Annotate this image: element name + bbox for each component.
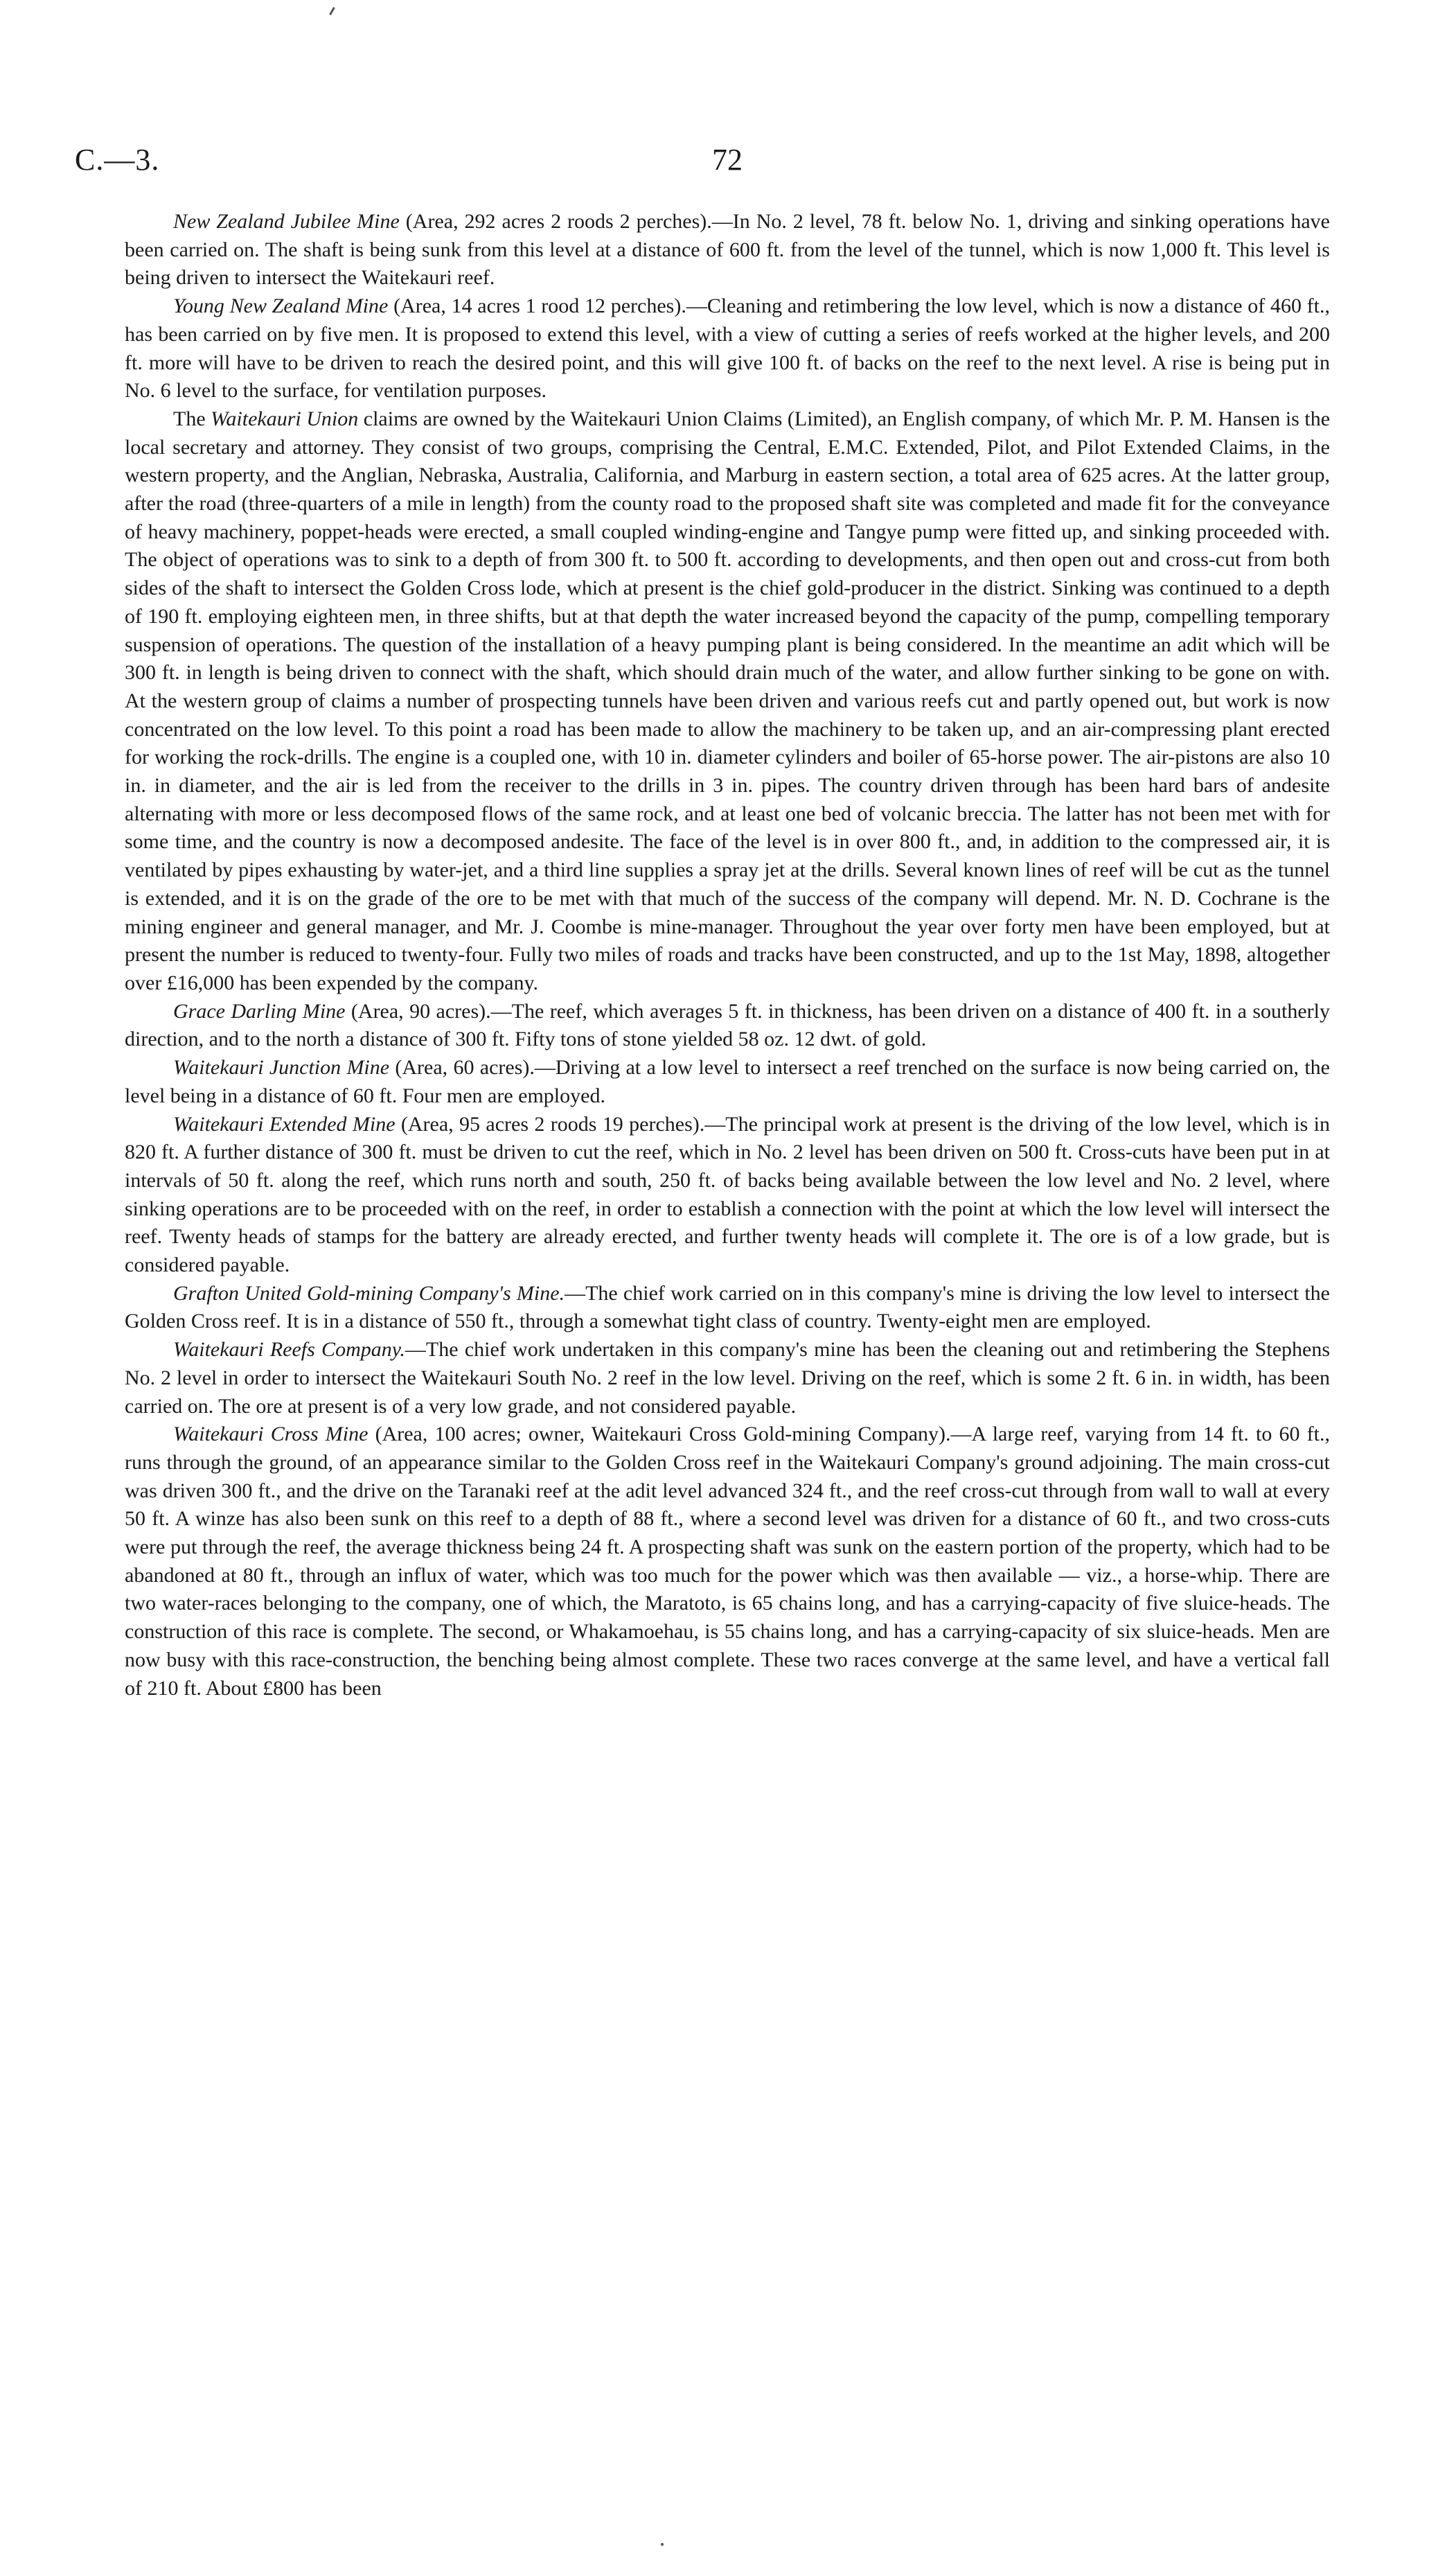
paragraph-text: (Area, 60 acres).—Driving at a low level to intersect a reef trenched on the surface is now being carried on, the level being in a distance of 60 ft. Four men are employed. (125, 1056, 1330, 1107)
mine-name: Waitekauri Reefs Company. (173, 1338, 405, 1362)
mine-name: New Zealand Jubilee Mine (173, 210, 400, 233)
paragraph-text: —The chief work carried on in this company's mine is driving the low level to intersect the Golden Cross reef. It is in a distance of 550 ft., through a somewhat tight class of country. Twenty-eight men are employed. (125, 1281, 1330, 1333)
body-text (125, 208, 1330, 1702)
mine-name: Waitekauri Junction Mine (173, 1056, 390, 1080)
mine-name: Waitekauri Union (211, 407, 359, 430)
mine-name: Waitekauri Extended Mine (173, 1112, 396, 1136)
paragraph-waitekauri-extended (125, 1111, 1330, 1280)
page-header (75, 142, 1322, 184)
paragraph-text: (Area, 100 acres; owner, Waitekauri Cross Gold-mining Company).—A large reef, varying from 14 ft. to 60 ft., runs through the ground, of an appearance similar to the Golden Cross reef in the Waitekauri Company's ground adjoining. The main cross-cut was driven 300 ft., and the drive on the Taranaki reef at the adit level advanced 324 ft., and the reef cross-cut through from wall to wall at every 50 ft. A winze has also been sunk on this reef to a depth of 88 ft., where a second level was driven for a distance of 60 ft., and two cross-cuts were put through the reef, the average thickness being 24 ft. A prospecting shaft was sunk on the eastern portion of the property, which had to be abandoned at 80 ft., through an influx of water, which was too much for the power which was then available — viz., a horse-whip. There are two water-races belonging to the company, one of which, the Maratoto, is 65 chains long, and has a carrying-capacity of five sluice-heads. The construction of this race is complete. The second, or Whakamoehau, is 55 chains long, and has a carrying-capacity of six sluice-heads. Men are now busy with this race-construction, the benching being almost complete. These two races converge at the same level, and have a vertical fall of 210 ft. About £800 has been (125, 1423, 1330, 1700)
paragraph-waitekauri-cross (125, 1420, 1330, 1702)
mine-name: Waitekauri Cross Mine (173, 1423, 369, 1446)
paragraph-waitekauri-union (125, 405, 1330, 998)
scan-mark-bottom (661, 2543, 664, 2546)
paragraph-text: (Area, 292 acres 2 roods 2 perches).—In No. 2 level, 78 ft. below No. 1, driving and sinking operations have been carried on. The shaft is being sunk from this level at a distance of 600 ft. from the level of the tunnel, which is now 1,000 ft. This level is being driven to intersect the Waitekauri reef. (125, 210, 1330, 290)
paragraph-waitekauri-reefs (125, 1336, 1330, 1420)
document-code: C.—3. (75, 143, 160, 177)
paragraph-young-nz (125, 292, 1330, 405)
paragraph-text: —The chief work undertaken in this company's mine has been the cleaning out and retimbering the Stephens No. 2 level in order to intersect the Waitekauri South No. 2 reef in the low level. Driving on the reef, which is some 2 ft. 6 in. in width, has been carried on. The ore at present is of a very low grade, and not considered payable. (125, 1338, 1330, 1418)
paragraph-lead: The (173, 407, 211, 430)
mine-name: Young New Zealand Mine (173, 294, 389, 318)
page-number: 72 (712, 143, 743, 177)
paragraph-text: (Area, 95 acres 2 roods 19 perches).—The principal work at present is the driving of the low level, which is in 820 ft. A further distance of 300 ft. must be driven to cut the reef, which in No. 2 level has been driven on 500 ft. Cross-cuts have been put in at intervals of 50 ft. along the reef, which runs north and south, 250 ft. of backs being available between the low level and No. 2 level, where sinking operations are to be proceeded with on the reef, in order to establish a connection with the point at which the low level will intersect the reef. Twenty heads of stamps for the battery are already erected, and further twenty heads will complete it. The ore is of a low grade, but is considered payable. (125, 1112, 1331, 1277)
paragraph-grace-darling (125, 998, 1330, 1054)
scan-mark-top (329, 7, 335, 15)
mine-name: Grace Darling Mine (173, 999, 346, 1023)
mine-name: Grafton United Gold-mining Company's Mine. (173, 1281, 565, 1305)
paragraph-text: (Area, 90 acres).—The reef, which averages 5 ft. in thickness, has been driven on a distance of 400 ft. in a southerly direction, and to the north a distance of 300 ft. Fifty tons of stone yielded 58 oz. 12 dwt. of gold. (125, 999, 1331, 1051)
paragraph-text: claims are owned by the Waitekauri Union Claims (Limited), an English company, of which Mr. P. M. Hansen is the local secretary and attorney. They consist of two groups, comprising the Central, E.M.C. Extended, Pilot, and Pilot Extended Claims, in the western property, and the Anglian, Nebraska, Australia, California, and Marburg in eastern section, a total area of 625 acres. At the latter group, after the road (three-quarters of a mile in length) from the county road to the proposed shaft site was completed and made fit for the conveyance of heavy machinery, poppet-heads were erected, a small coupled winding-engine and Tangye pump were fitted up, and sinking proceeded with. The object of operations was to sink to a depth of from 300 ft. to 500 ft. according to developments, and then open out and cross-cut from both sides of the shaft to intersect the Golden Cross lode, which at present is the chief gold-producer in the district. Sinking was continued to a depth of 190 ft. employing eighteen men, in three shifts, but at that depth the water increased beyond the capacity of the pump, compelling temporary suspension of operations. The question of the installation of a heavy pumping plant is being considered. In the meantime an adit which will be 300 ft. in length is being driven to connect with the shaft, which should drain much of the water, and allow further sinking to be gone on with. At the western group of claims a number of prospecting tunnels have been driven and various reefs cut and partly opened out, but work is now concentrated on the low level. To this point a road has been made to allow the machinery to be taken up, and an air-compressing plant erected for working the rock-drills. The engine is a coupled one, with 10 in. diameter cylinders and boiler of 65-horse power. The air-pistons are also 10 in. in diameter, and the air is led from the receiver to the drills in 3 in. pipes. The country driven through has been hard bars of andesite alternating with more or less decomposed flows of the same rock, and at least one bed of volcanic breccia. The latter has not been met with for some time, and the country is now a decomposed andesite. The face of the level is in over 800 ft., and, in addition to the compressed air, it is ventilated by pipes exhausting by water-jet, and a third line supplies a spray jet at the drills. Several known lines of reef will be cut as the tunnel is extended, and it is on the grade of the ore to be met with that much of the success of the company will depend. Mr. N. D. Cochrane is the mining engineer and general manager, and Mr. J. Coombe is mine-manager. Throughout the year over forty men have been employed, but at present the number is reduced to twenty-four. Fully two miles of roads and tracks have been constructed, and up to the 1st May, 1898, altogether over £16,000 has been expended by the company. (125, 407, 1331, 994)
paragraph-waitekauri-junction (125, 1054, 1330, 1110)
paragraph-grafton-united (125, 1280, 1330, 1336)
paragraph-text: (Area, 14 acres 1 rood 12 perches).—Cleaning and retimbering the low level, which is now a distance of 460 ft., has been carried on by five men. It is proposed to extend this level, with a view of cutting a series of reefs worked at the higher levels, and 200 ft. more will have to be driven to reach the desired point, and this will give 100 ft. of backs on the reef to the next level. A rise is being put in No. 6 level to the surface, for ventilation purposes. (125, 294, 1330, 403)
paragraph-nz-jubilee (125, 208, 1330, 292)
